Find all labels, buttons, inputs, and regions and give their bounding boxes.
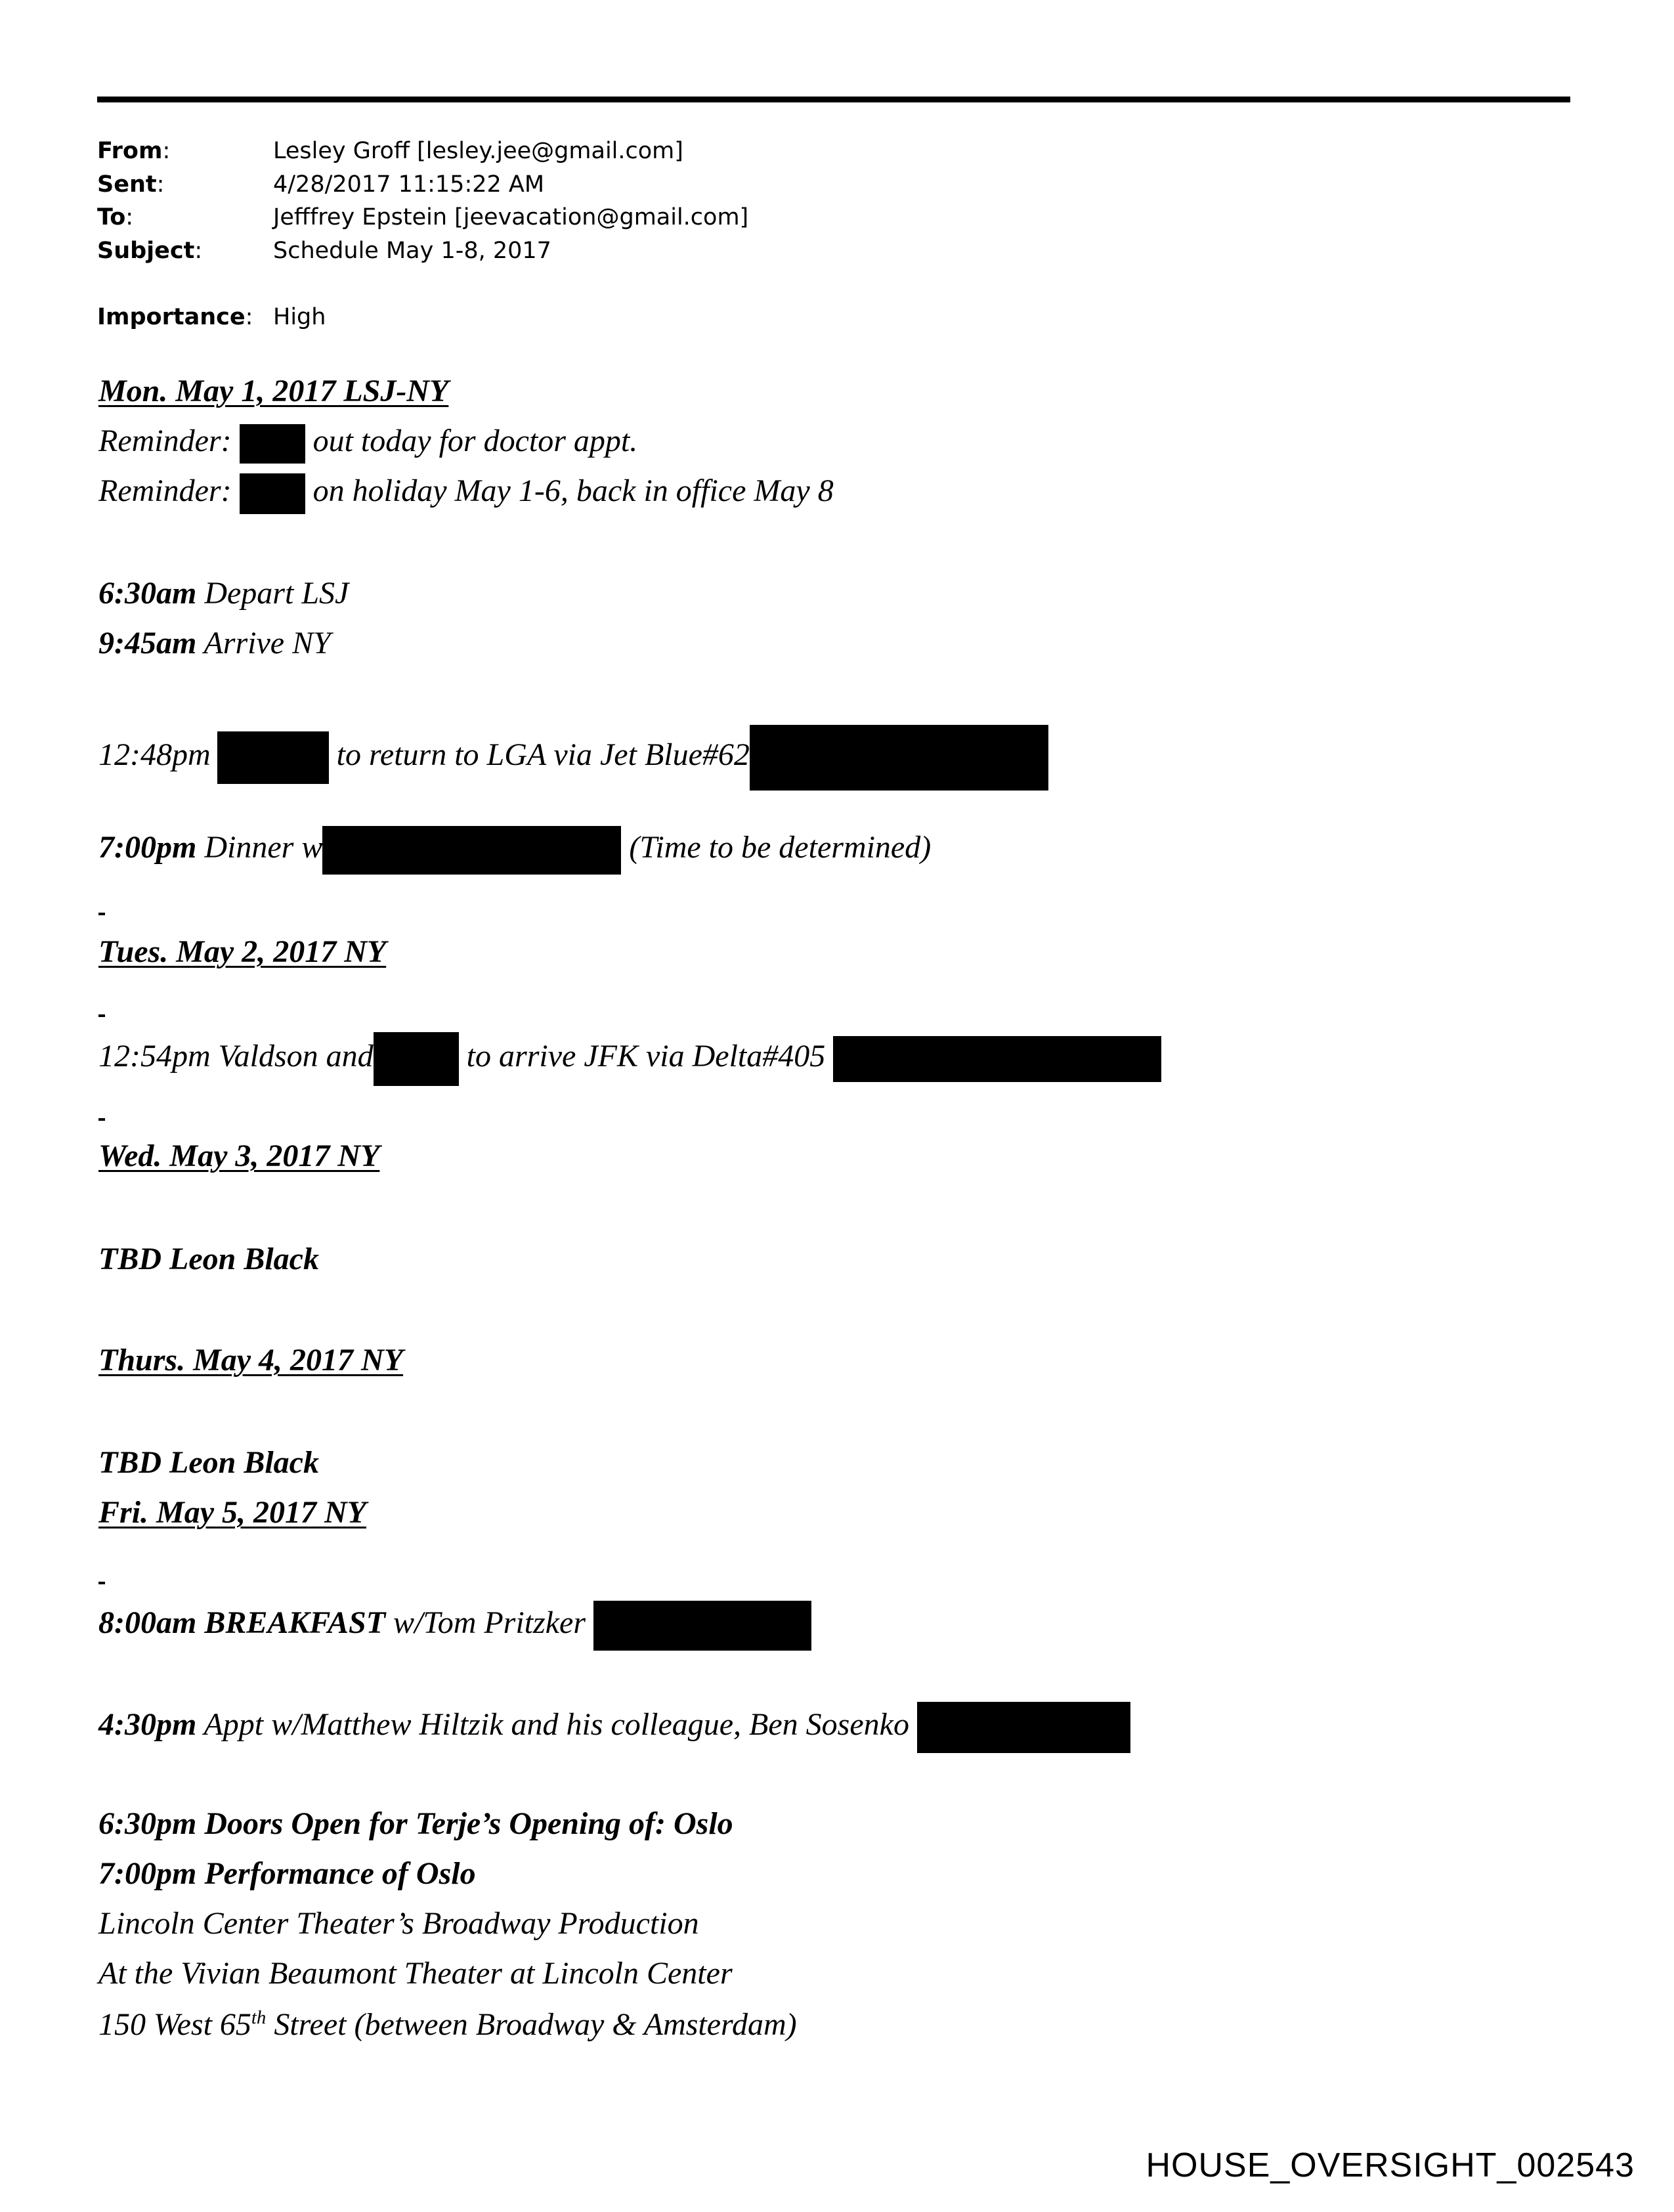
arrive-ny-line: 9:45am Arrive NY <box>98 626 331 661</box>
reminder-line-2: Reminder: on holiday May 1-6, back in office May 8 <box>98 471 834 514</box>
header-rule <box>97 97 1570 102</box>
from-row <box>97 135 683 167</box>
address-line: 150 West 65th Street (between Broadway & Amsterdam) <box>98 2007 797 2042</box>
redaction-box <box>593 1601 811 1651</box>
venue-line-2: At the Vivian Beaumont Theater at Lincoln Center <box>98 1956 733 1991</box>
from-value: Lesley Groff [lesley.jee@gmail.com] <box>273 138 683 164</box>
dash-marker <box>98 1118 105 1121</box>
subject-value: Schedule May 1-8, 2017 <box>273 238 551 264</box>
subject-label: Subject: <box>97 238 203 264</box>
redaction-box <box>833 1036 1161 1082</box>
day-heading-mon: Mon. May 1, 2017 LSJ-NY <box>98 374 449 408</box>
sent-value: 4/28/2017 11:15:22 AM <box>273 171 545 198</box>
redaction-box <box>750 725 1048 791</box>
dinner-line: 7:00pm Dinner w (Time to be determined) <box>98 826 931 875</box>
doors-open-line: 6:30pm Doors Open for Terje’s Opening of: Oslo <box>98 1806 733 1841</box>
importance-value: High <box>273 304 326 330</box>
subject-row <box>97 234 551 267</box>
redaction-box <box>240 424 305 464</box>
to-row <box>97 201 748 234</box>
dash-marker <box>98 1014 105 1017</box>
breakfast-line: 8:00am BREAKFAST w/Tom Pritzker <box>98 1601 811 1651</box>
reminder-line-1: Reminder: out today for doctor appt. <box>98 422 637 464</box>
venue-line-1: Lincoln Center Theater’s Broadway Production <box>98 1906 699 1941</box>
sent-label: Sent: <box>97 171 165 198</box>
day-heading-thu: Thurs. May 4, 2017 NY <box>98 1343 404 1377</box>
arrive-jfk-line: 12:54pm Valdson and to arrive JFK via Delta#405 <box>98 1032 1161 1086</box>
redaction-box <box>240 473 305 514</box>
redaction-box <box>322 826 621 875</box>
to-label: To: <box>97 204 134 230</box>
tbd-leon-black-1: TBD Leon Black <box>98 1242 319 1276</box>
importance-label: Importance: <box>97 304 253 330</box>
to-value: Jefffrey Epstein [jeevacation@gmail.com] <box>273 204 749 230</box>
dash-marker <box>98 913 105 915</box>
redaction-box <box>374 1032 459 1086</box>
sent-row <box>97 168 544 201</box>
importance-row <box>97 301 326 334</box>
day-heading-fri: Fri. May 5, 2017 NY <box>98 1495 366 1530</box>
bates-number: HOUSE_OVERSIGHT_002543 <box>1146 2146 1635 2184</box>
performance-line: 7:00pm Performance of Oslo <box>98 1856 476 1891</box>
return-lga-line: 12:48pm to return to LGA via Jet Blue#62 <box>98 725 1048 791</box>
from-label: From: <box>97 138 171 164</box>
appt-line: 4:30pm Appt w/Matthew Hiltzik and his colleague, Ben Sosenko <box>98 1702 1130 1753</box>
redaction-box <box>217 731 329 784</box>
tbd-leon-black-2: TBD Leon Black <box>98 1445 319 1480</box>
depart-lsj-line: 6:30am Depart LSJ <box>98 576 349 611</box>
day-heading-tue: Tues. May 2, 2017 NY <box>98 934 387 969</box>
redaction-box <box>917 1702 1130 1753</box>
day-heading-wed: Wed. May 3, 2017 NY <box>98 1139 380 1173</box>
dash-marker <box>98 1582 105 1584</box>
